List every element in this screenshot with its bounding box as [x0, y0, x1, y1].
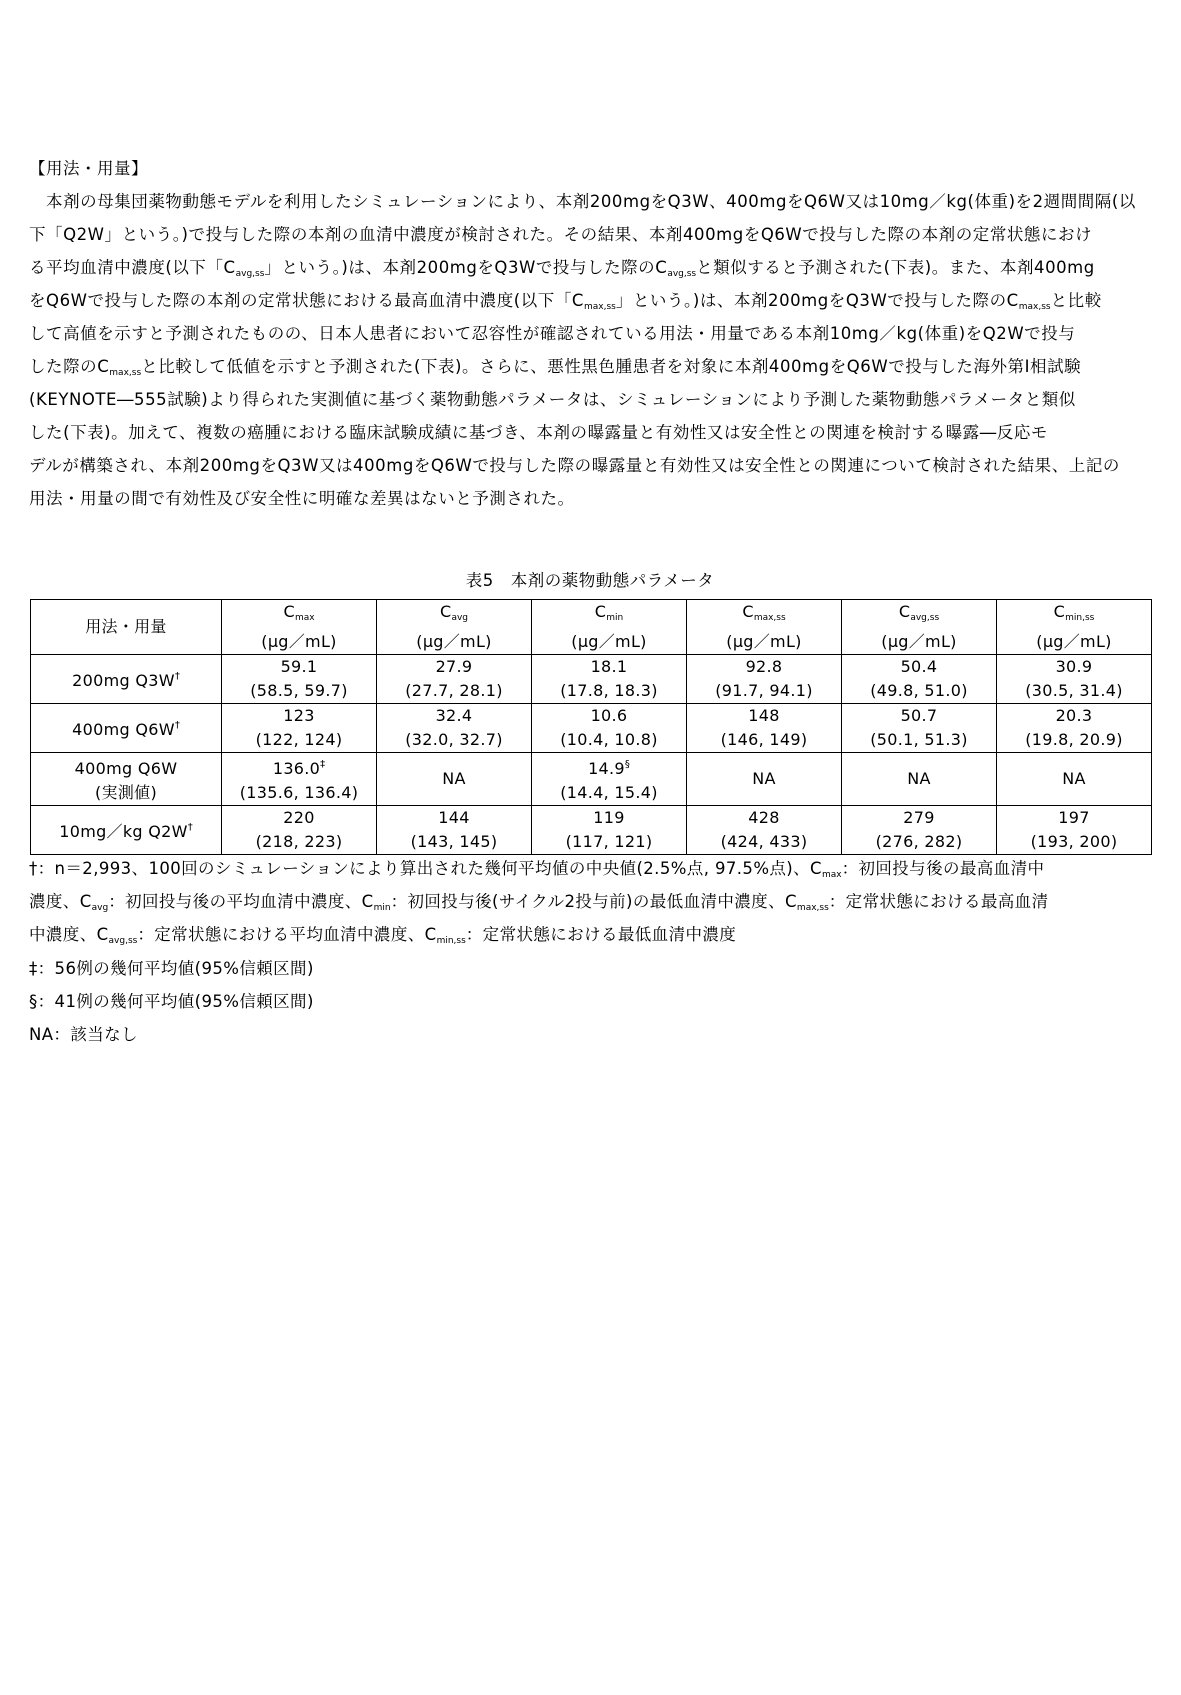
text: して高値を示すと予測されたものの、日本人患者において忍容性が確認されている用法・用量である本剤10mg／kg(体重)をQ2Wで投与	[29, 324, 1076, 343]
paragraph-line	[29, 416, 1151, 449]
table-footnotes	[29, 852, 1151, 1051]
regimen-cell	[31, 704, 222, 753]
value-cell	[687, 655, 842, 704]
text: 」という。)は、本剤200mgをQ3Wで投与した際のC	[264, 258, 668, 277]
value: 59.1	[280, 657, 318, 676]
confidence-interval: (193, 200)	[1030, 832, 1118, 851]
footnote-mark: §	[624, 759, 630, 770]
param-symbol: C	[898, 602, 911, 621]
regimen-label: 400mg Q6W	[74, 759, 178, 778]
text: る平均血清中濃度(以下「C	[29, 258, 236, 277]
body-paragraph	[29, 185, 1151, 515]
pk-parameter-table	[30, 599, 1152, 855]
text: †：n＝2,993、100回のシミュレーションにより算出された幾何平均値の中央値(2.5%点, 97.5%点)、C	[29, 859, 822, 878]
subscript: min	[606, 613, 624, 623]
text: と比較	[1050, 291, 1102, 310]
unit: (μg／mL)	[261, 632, 337, 651]
paragraph-line	[29, 350, 1151, 383]
value: 119	[593, 808, 625, 827]
text: ：定常状態における最低血清中濃度	[465, 925, 737, 944]
subscript: min,ss	[436, 936, 466, 946]
param-symbol: C	[1053, 602, 1066, 621]
section-heading: 【用法・用量】	[29, 159, 148, 178]
subscript: max,ss	[1018, 302, 1051, 312]
paragraph-line	[29, 251, 1151, 284]
footnote-mark: †	[187, 822, 193, 833]
unit: (μg／mL)	[881, 632, 957, 651]
text: した際のC	[29, 357, 110, 376]
value: 32.4	[435, 706, 473, 725]
regimen-cell	[31, 655, 222, 704]
subscript: max,ss	[583, 302, 616, 312]
text: をQ6Wで投与した際の本剤の定常状態における最高血清中濃度(以下「C	[29, 291, 584, 310]
value-cell	[222, 806, 377, 855]
value-cell	[842, 753, 997, 806]
confidence-interval: (424, 433)	[720, 832, 808, 851]
value-cell	[377, 753, 532, 806]
footnote-section-mark: §：41例の幾何平均値(95%信頼区間)	[29, 992, 314, 1011]
document-page	[29, 152, 1151, 1044]
value-cell	[997, 655, 1152, 704]
text: と類似すると予測された(下表)。また、本剤400mg	[696, 258, 1095, 277]
regimen-cell	[31, 753, 222, 806]
footnote-dagger-line	[29, 885, 1151, 918]
table-caption: 表5 本剤の薬物動態パラメータ	[465, 571, 715, 590]
regimen-label: 200mg Q3W	[72, 671, 175, 690]
text: ：初回投与後の平均血清中濃度、C	[108, 892, 374, 911]
confidence-interval: (276, 282)	[875, 832, 963, 851]
subscript: max,ss	[753, 613, 786, 623]
table-row	[31, 704, 1152, 753]
param-symbol: C	[283, 602, 295, 621]
regimen-cell	[31, 806, 222, 855]
regimen-label: 10mg／kg Q2W	[59, 822, 188, 841]
regimen-label: 400mg Q6W	[72, 720, 175, 739]
confidence-interval: (19.8, 20.9)	[1025, 730, 1123, 749]
subscript: max,ss	[796, 903, 829, 913]
table-row	[31, 753, 1152, 806]
value: 148	[748, 706, 780, 725]
text: 中濃度、C	[29, 925, 109, 944]
subscript: avg	[91, 903, 109, 913]
paragraph-line	[29, 449, 1151, 482]
value-cell	[842, 704, 997, 753]
value-cell	[377, 655, 532, 704]
value-cell	[532, 806, 687, 855]
footnote-na: NA：該当なし	[29, 1025, 138, 1044]
value-cell	[377, 806, 532, 855]
confidence-interval: (58.5, 59.7)	[250, 681, 348, 700]
value: 50.7	[900, 706, 938, 725]
value: 14.9	[588, 759, 625, 778]
table-header-row	[31, 600, 1152, 655]
value: 50.4	[900, 657, 938, 676]
value: 279	[903, 808, 935, 827]
text: 」という。)は、本剤200mgをQ3Wで投与した際のC	[615, 291, 1019, 310]
text: デルが構築され、本剤200mgをQ3W又は400mgをQ6Wで投与した際の曝露量と有効性又は安全性との関連について検討された結果、上記の	[29, 456, 1120, 475]
paragraph-line	[29, 317, 1151, 350]
unit: (μg／mL)	[571, 632, 647, 651]
param-symbol: C	[594, 602, 607, 621]
value: 10.6	[590, 706, 628, 725]
value-cell	[532, 753, 687, 806]
confidence-interval: (135.6, 136.4)	[239, 783, 359, 802]
confidence-interval: (49.8, 51.0)	[870, 681, 968, 700]
subscript: avg,ss	[108, 936, 138, 946]
column-header	[842, 600, 997, 655]
value: 30.9	[1055, 657, 1093, 676]
column-header	[377, 600, 532, 655]
footnote-dagger-line	[29, 852, 1151, 885]
text: ：初回投与後の最高血清中	[841, 859, 1045, 878]
confidence-interval: (32.0, 32.7)	[405, 730, 503, 749]
paragraph-line	[29, 284, 1151, 317]
text: (KEYNOTE―555試験)より得られた実測値に基づく薬物動態パラメータは、シミュレーションにより予測した薬物動態パラメータと類似	[29, 390, 1076, 409]
table-row	[31, 806, 1152, 855]
subscript: avg	[451, 613, 469, 623]
value: 123	[283, 706, 315, 725]
value-cell	[222, 655, 377, 704]
footnote-mark: †	[174, 720, 180, 731]
value: 92.8	[745, 657, 783, 676]
confidence-interval: (27.7, 28.1)	[405, 681, 503, 700]
confidence-interval: (10.4, 10.8)	[560, 730, 658, 749]
confidence-interval: (30.5, 31.4)	[1025, 681, 1123, 700]
text: 本剤の母集団薬物動態モデルを利用したシミュレーションにより、本剤200mgをQ3W、400mgをQ6W又は10mg／kg(体重)を2週間間隔(以	[29, 192, 1136, 211]
value: 27.9	[435, 657, 473, 676]
footnote-dagger-line	[29, 918, 1151, 951]
text: 用法・用量の間で有効性及び安全性に明確な差異はないと予測された。	[29, 489, 575, 508]
paragraph-line	[29, 218, 1151, 251]
text: ：初回投与後(サイクル2投与前)の最低血清中濃度、C	[390, 892, 797, 911]
subscript: max,ss	[109, 368, 142, 378]
unit: (μg／mL)	[416, 632, 492, 651]
column-header	[532, 600, 687, 655]
value: NA	[1062, 769, 1086, 788]
value-cell	[997, 704, 1152, 753]
value-cell	[222, 753, 377, 806]
subscript: avg,ss	[235, 269, 265, 279]
subscript: min,ss	[1065, 613, 1095, 623]
text: ：定常状態における最高血清	[828, 892, 1049, 911]
value: 18.1	[590, 657, 628, 676]
confidence-interval: (117, 121)	[565, 832, 653, 851]
subscript: max	[821, 870, 842, 880]
value: 197	[1058, 808, 1090, 827]
confidence-interval: (122, 124)	[255, 730, 343, 749]
value-cell	[377, 704, 532, 753]
value-cell	[532, 655, 687, 704]
confidence-interval: (146, 149)	[720, 730, 808, 749]
footnote-mark: ‡	[320, 759, 326, 770]
text: 濃度、C	[29, 892, 92, 911]
confidence-interval: (143, 145)	[410, 832, 498, 851]
subscript: min	[373, 903, 391, 913]
confidence-interval: (17.8, 18.3)	[560, 681, 658, 700]
text: した(下表)。加えて、複数の癌腫における臨床試験成績に基づき、本剤の曝露量と有効性又は安全性との関連を検討する曝露―反応モ	[29, 423, 1048, 442]
value: NA	[442, 769, 466, 788]
value: NA	[752, 769, 776, 788]
regimen-note: (実測値)	[95, 783, 157, 802]
subscript: avg,ss	[910, 613, 940, 623]
subscript: max	[294, 613, 315, 623]
value-cell	[687, 704, 842, 753]
param-symbol: C	[439, 602, 452, 621]
text: ：定常状態における平均血清中濃度、C	[137, 925, 437, 944]
value-cell	[842, 655, 997, 704]
column-header	[222, 600, 377, 655]
subscript: avg,ss	[667, 269, 697, 279]
value-cell	[532, 704, 687, 753]
footnote-mark: †	[174, 671, 180, 682]
footnote-double-dagger: ‡：56例の幾何平均値(95%信頼区間)	[29, 959, 314, 978]
confidence-interval: (50.1, 51.3)	[870, 730, 968, 749]
confidence-interval: (14.4, 15.4)	[560, 783, 658, 802]
value: 20.3	[1055, 706, 1093, 725]
column-header-regimen: 用法・用量	[31, 600, 222, 655]
paragraph-line	[29, 383, 1151, 416]
text: と比較して低値を示すと予測された(下表)。さらに、悪性黒色腫患者を対象に本剤400mgをQ6Wで投与した海外第Ⅰ相試験	[141, 357, 1082, 376]
value: 144	[438, 808, 470, 827]
value: 428	[748, 808, 780, 827]
param-symbol: C	[742, 602, 754, 621]
value-cell	[222, 704, 377, 753]
value: 136.0	[272, 759, 321, 778]
value: NA	[907, 769, 931, 788]
table-row	[31, 655, 1152, 704]
value-cell	[997, 806, 1152, 855]
unit: (μg／mL)	[726, 632, 802, 651]
confidence-interval: (218, 223)	[255, 832, 343, 851]
value-cell	[687, 806, 842, 855]
value-cell	[842, 806, 997, 855]
column-header	[687, 600, 842, 655]
column-header	[997, 600, 1152, 655]
value: 220	[283, 808, 315, 827]
value-cell	[687, 753, 842, 806]
confidence-interval: (91.7, 94.1)	[715, 681, 813, 700]
unit: (μg／mL)	[1036, 632, 1112, 651]
text: 下「Q2W」という。)で投与した際の本剤の血清中濃度が検討された。その結果、本剤400mgをQ6Wで投与した際の本剤の定常状態におけ	[29, 225, 1093, 244]
paragraph-line	[29, 482, 1151, 515]
value-cell	[997, 753, 1152, 806]
paragraph-line	[29, 185, 1151, 218]
